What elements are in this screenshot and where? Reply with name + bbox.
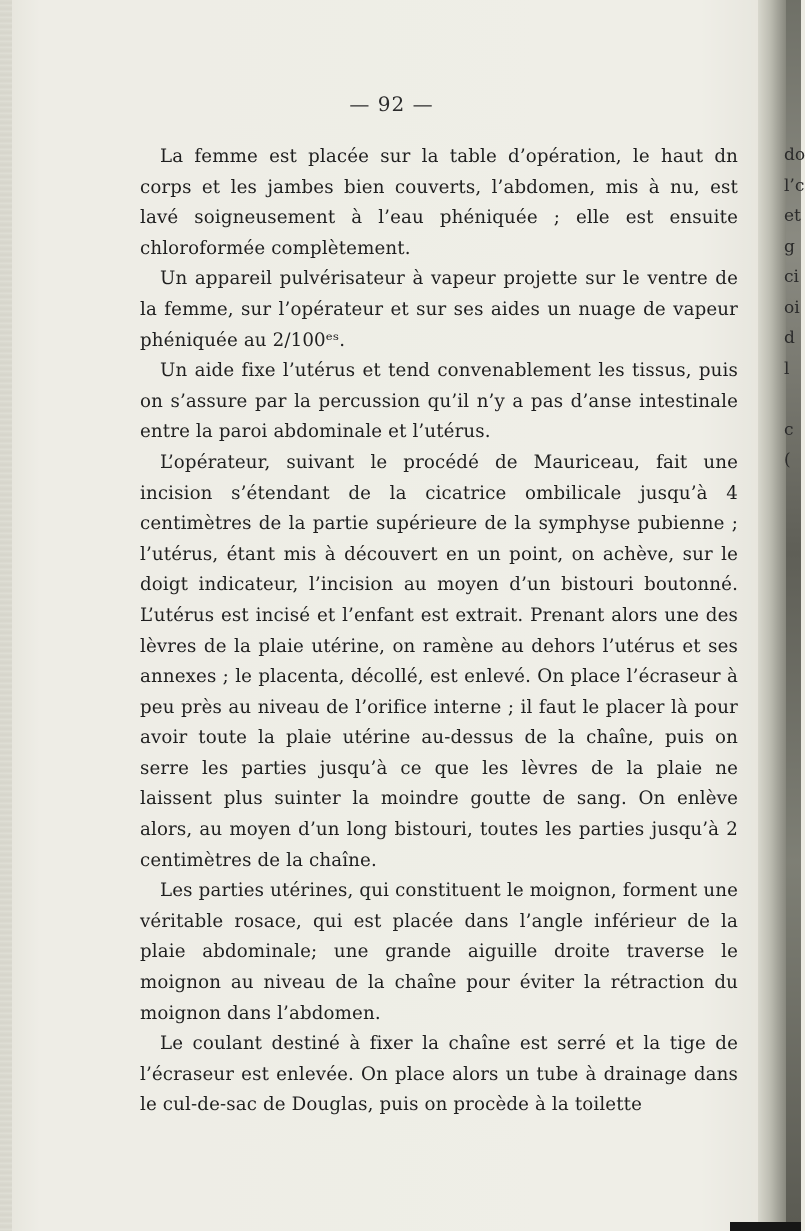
page-body [140, 142, 738, 1121]
facing-fragment [784, 384, 802, 415]
paragraph-5: Les parties utérines, qui constituent le moignon, forment une véritable rosace, qui est placée dans l’angle inférieur de la plaie abdominale; une grande aiguille droite traverse le moignon au niveau de la chaîne pour éviter la rétraction du moignon dans l’abdomen. [140, 880, 738, 1024]
page-number: — 92 — [349, 92, 434, 116]
page-number-header [0, 92, 801, 116]
scan-dark-corner [730, 1222, 801, 1231]
facing-fragment: oi [784, 297, 800, 318]
paragraph-3: Un aide fixe l’utérus et tend convenablement les tissus, puis on s’assure par la percussion qu’il n’y a pas d’anse intestinale entre la paroi abdominale et l’utérus. [140, 360, 738, 443]
paragraph-2: Un appareil pulvérisateur à vapeur projette sur le ventre de la femme, sur l’opérateur et sur ses aides un nuage de vapeur phéniquée au 2/100ᵉˢ. [140, 268, 738, 351]
paragraph-1: La femme est placée sur la table d’opération, le haut dn corps et les jambes bien couverts, l’abdomen, mis à nu, est lavé soigneusement à l’eau phéniquée ; elle est ensuite chloroformée complètement. [140, 146, 738, 259]
page-left-edge [0, 0, 12, 1231]
paragraph-4: L’opérateur, suivant le procédé de Mauriceau, fait une incision s’étendant de la cicatrice ombilicale jusqu’à 4 centimètres de la partie supérieure de la symphyse pubienne ; l’utérus, étant mis à découvert en un point, on achève, sur le doigt indicateur, l’incision au moyen d’un bistouri boutonné. L’utérus est incisé et l’enfant est extrait. Prenant alors une des lèvres de la plaie utérine, on ramène au dehors l’utérus et ses annexes ; le placenta, décollé, est enlevé. On place l’écraseur à peu près au niveau de l’orifice interne ; il faut le placer là pour avoir toute la plaie utérine au-dessus de la chaîne, puis on serre les parties jusqu’à ce que les lèvres de la plaie ne laissent plus suinter la moindre goutte de sang. On enlève alors, au moyen d’un long bistouri, toutes les parties jusqu’à 2 centimètres de la chaîne. [140, 451, 738, 871]
facing-fragment: do [784, 145, 805, 165]
facing-fragment: c [784, 419, 794, 440]
facing-fragment: g [784, 236, 795, 257]
facing-fragment: et [784, 206, 801, 226]
facing-fragment: l’c [784, 175, 805, 196]
facing-fragment: ci [784, 267, 799, 287]
facing-fragment: d [784, 328, 795, 348]
facing-fragment: l [784, 358, 790, 379]
paragraph-6: Le coulant destiné à fixer la chaîne est serré et la tige de l’écraseur est enlevée. On place alors un tube à drainage dans le cul-de-sac de Douglas, puis on procède à la toilette [140, 1033, 738, 1116]
facing-page-fragments [784, 140, 805, 476]
facing-fragment: ( [784, 450, 791, 470]
